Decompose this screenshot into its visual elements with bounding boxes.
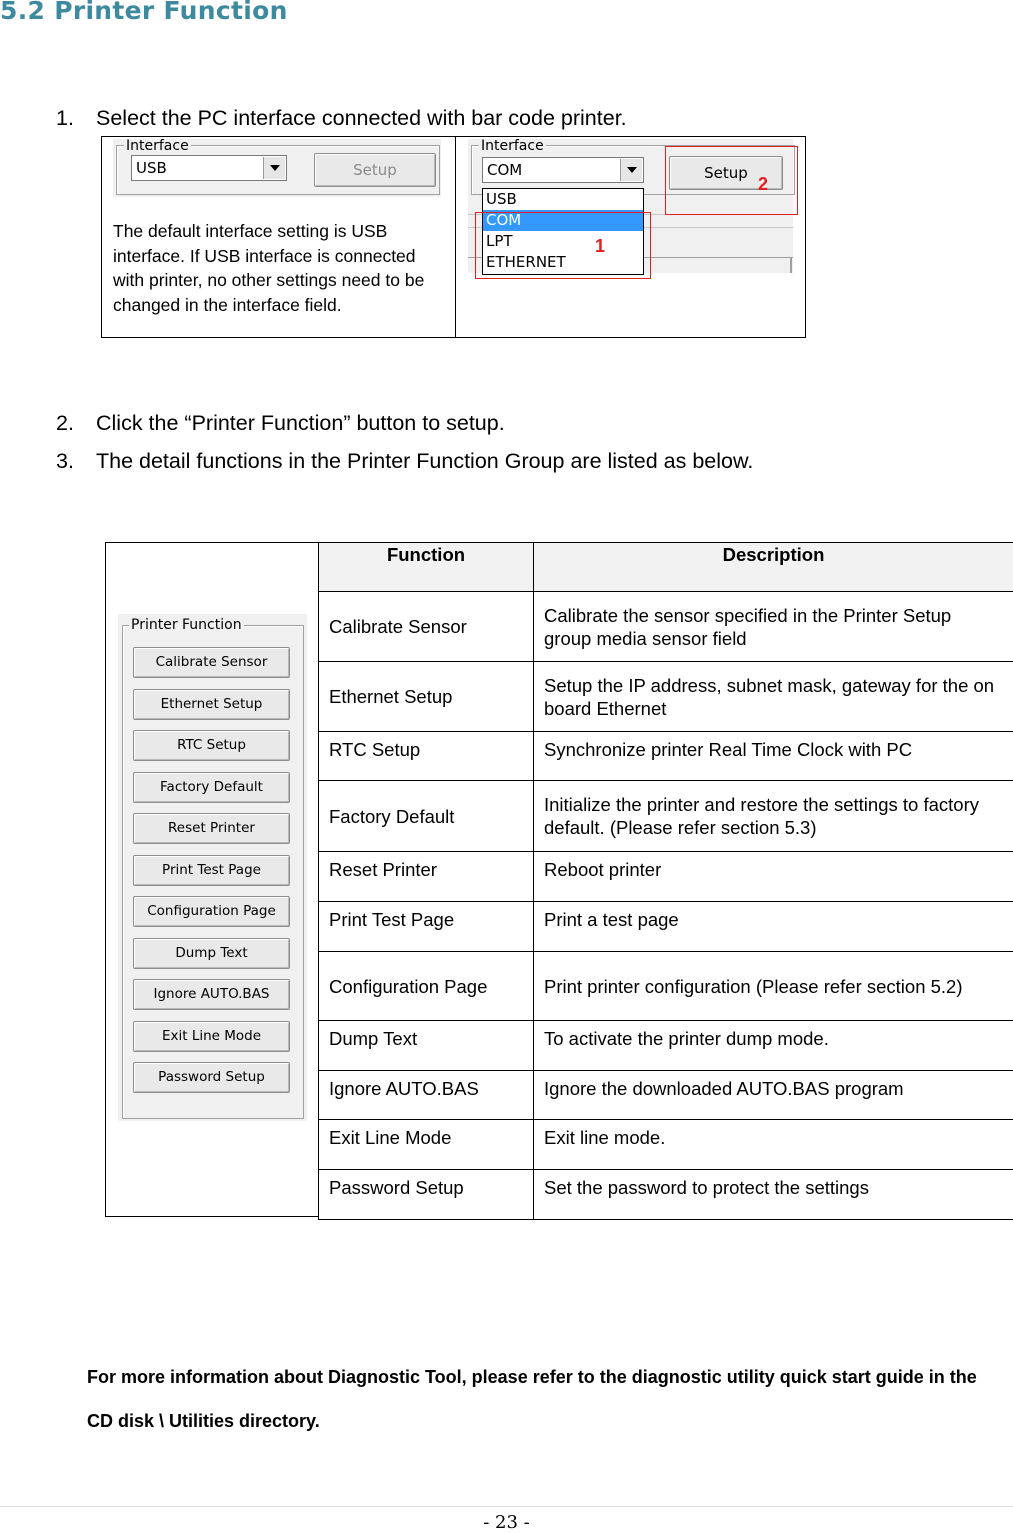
description-cell: Reboot printer: [534, 852, 1013, 902]
function-cell: Dump Text: [319, 1021, 534, 1071]
function-cell: Factory Default: [319, 781, 534, 852]
table-row: [319, 1120, 1013, 1170]
ethernet-setup-button[interactable]: Ethernet Setup: [133, 689, 290, 720]
table-row: [319, 1021, 1013, 1071]
printer-function-panel: [118, 614, 307, 1121]
footnote: For more information about Diagnostic Tool, please refer to the diagnostic utility quick start guide in the CD disk \ Utilities directory.: [87, 1355, 1007, 1443]
description-cell: Print a test page: [534, 902, 1013, 952]
calibrate-sensor-button[interactable]: Calibrate Sensor: [133, 647, 290, 678]
interface-group-label: Interface: [479, 139, 546, 154]
table-row: [319, 662, 1013, 732]
reset-printer-button[interactable]: Reset Printer: [133, 813, 290, 844]
description-cell: Exit line mode.: [534, 1120, 1013, 1170]
table-row: [319, 732, 1013, 781]
description-cell: Calibrate the sensor specified in the Printer Setup group media sensor field: [534, 592, 1013, 662]
callout-box-2: [665, 146, 798, 215]
function-cell: Password Setup: [319, 1170, 534, 1220]
function-cell: Ethernet Setup: [319, 662, 534, 732]
step-number: 2.: [56, 411, 74, 436]
header-description: Description: [534, 543, 1013, 592]
callout-box-1: [475, 212, 651, 279]
factory-default-button[interactable]: Factory Default: [133, 772, 290, 803]
option-ethernet[interactable]: ETHERNET: [483, 252, 643, 273]
description-cell: Set the password to protect the settings: [534, 1170, 1013, 1220]
header-function: Function: [319, 543, 534, 592]
function-cell: Configuration Page: [319, 952, 534, 1021]
description-cell: Synchronize printer Real Time Clock with PC: [534, 732, 1013, 781]
page-number: - 23 -: [0, 1512, 1013, 1533]
step-number: 1.: [56, 106, 74, 131]
function-cell: Exit Line Mode: [319, 1120, 534, 1170]
configuration-page-button[interactable]: Configuration Page: [133, 896, 290, 927]
print-test-page-button[interactable]: Print Test Page: [133, 855, 290, 886]
table-row: [319, 902, 1013, 952]
interface-panel-usb: [113, 139, 441, 197]
interface-combo[interactable]: [482, 157, 644, 183]
callout-number-2: 2: [758, 174, 768, 195]
printer-function-group-label: Printer Function: [129, 618, 244, 633]
setup-button[interactable]: Setup: [669, 156, 783, 190]
option-usb[interactable]: USB: [483, 189, 643, 210]
exit-line-mode-button[interactable]: Exit Line Mode: [133, 1021, 290, 1052]
chevron-down-icon[interactable]: [620, 159, 642, 181]
footer-divider: [0, 1506, 1013, 1507]
section-title: 5.2 Printer Function: [0, 0, 288, 25]
option-com[interactable]: COM: [483, 210, 643, 231]
interface-figure: [101, 136, 806, 338]
chevron-down-icon[interactable]: [263, 157, 285, 179]
rtc-setup-button[interactable]: RTC Setup: [133, 730, 290, 761]
interface-combo[interactable]: [131, 155, 287, 181]
table-row: [319, 952, 1013, 1021]
function-cell: RTC Setup: [319, 732, 534, 781]
password-setup-button[interactable]: Password Setup: [133, 1062, 290, 1093]
option-lpt[interactable]: LPT: [483, 231, 643, 252]
step-text: Select the PC interface connected with bar code printer.: [96, 106, 627, 131]
description-cell: Ignore the downloaded AUTO.BAS program: [534, 1071, 1013, 1120]
table-row: [319, 592, 1013, 662]
description-cell: Initialize the printer and restore the settings to factory default. (Please refer section 5.3): [534, 781, 1013, 852]
ignore-autobas-button[interactable]: Ignore AUTO.BAS: [133, 979, 290, 1010]
panel-edge: [790, 257, 792, 273]
interface-note: The default interface setting is USB interface. If USB interface is connected with printer, no other settings need to be changed in the interface field.: [113, 219, 443, 317]
interface-group-label: Interface: [124, 139, 191, 154]
table-row: [319, 1170, 1013, 1220]
interface-combo-value: USB: [136, 159, 167, 177]
function-cell: Print Test Page: [319, 902, 534, 952]
step-text: The detail functions in the Printer Function Group are listed as below.: [96, 449, 753, 474]
setup-button[interactable]: Setup: [314, 153, 436, 187]
function-table: [318, 542, 1013, 1220]
function-cell: Ignore AUTO.BAS: [319, 1071, 534, 1120]
interface-combo-value: COM: [487, 161, 522, 179]
description-cell: Print printer configuration (Please refer section 5.2): [534, 952, 1013, 1021]
figure-divider: [455, 137, 456, 337]
step-number: 3.: [56, 449, 74, 474]
table-row: [319, 852, 1013, 902]
function-cell: Reset Printer: [319, 852, 534, 902]
description-cell: Setup the IP address, subnet mask, gateway for the on board Ethernet: [534, 662, 1013, 732]
dump-text-button[interactable]: Dump Text: [133, 938, 290, 969]
table-row: [319, 1071, 1013, 1120]
table-row: [319, 781, 1013, 852]
function-cell: Calibrate Sensor: [319, 592, 534, 662]
step-text: Click the “Printer Function” button to setup.: [96, 411, 505, 436]
callout-number-1: 1: [595, 236, 605, 257]
description-cell: To activate the printer dump mode.: [534, 1021, 1013, 1071]
